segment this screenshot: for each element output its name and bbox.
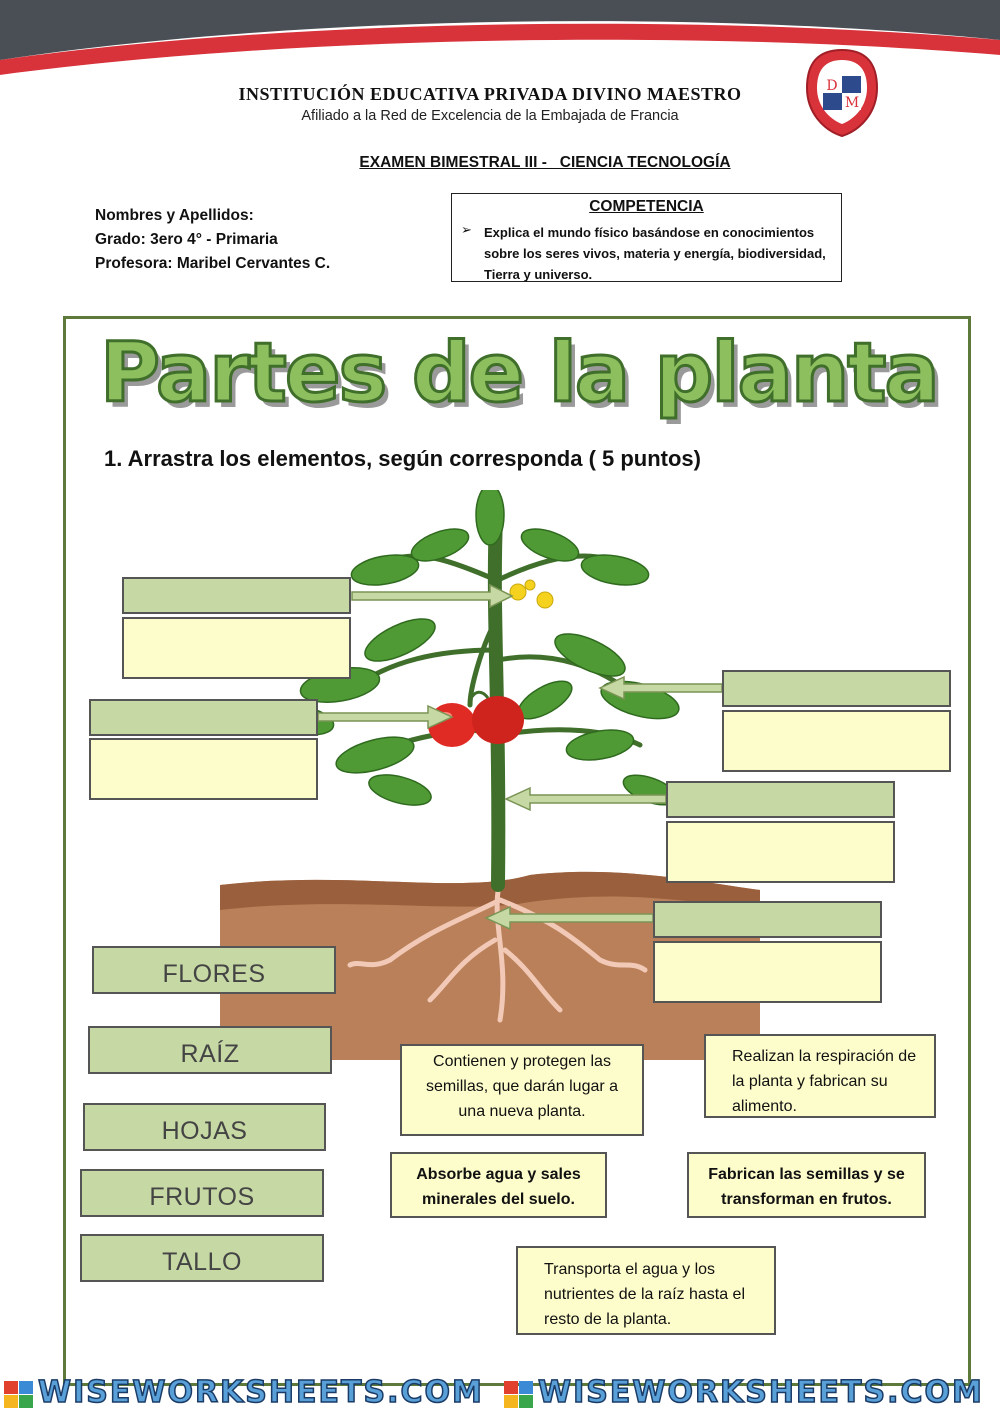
competencia-text: Explica el mundo físico basándose en conocimientos sobre los seres vivos, materia y energía, biodiversidad, Tierra y universo.: [484, 225, 826, 282]
name-label: Nombres y Apellidos:: [95, 207, 254, 224]
svg-text:M: M: [844, 95, 860, 111]
drop-target-hojas-label[interactable]: [722, 670, 951, 707]
competencia-title: COMPETENCIA: [589, 198, 704, 215]
draggable-word-frutos[interactable]: FRUTOS: [80, 1169, 324, 1217]
bullet-arrow-icon: ➢: [461, 222, 472, 237]
drop-target-flores-definition[interactable]: [122, 617, 351, 679]
wiseworksheets-logo-icon: [4, 1381, 34, 1409]
drop-target-raiz-label[interactable]: [653, 901, 882, 938]
drop-target-tallo-definition[interactable]: [666, 821, 895, 883]
draggable-definition-transporta[interactable]: Transporta el agua y los nutrientes de la raíz hasta el resto de la planta.: [516, 1246, 776, 1335]
draggable-word-raiz[interactable]: RAÍZ: [88, 1026, 332, 1074]
worksheet-title: Partes de la planta: [100, 326, 938, 421]
school-logo: [805, 48, 879, 138]
student-info: [95, 204, 330, 276]
drop-target-frutos-definition[interactable]: [89, 738, 318, 800]
drop-target-tallo-label[interactable]: [666, 781, 895, 818]
grade-label: Grado: 3ero 4° - Primaria: [95, 231, 278, 248]
draggable-definition-semillas[interactable]: Contienen y protegen las semillas, que darán lugar a una nueva planta.: [400, 1044, 644, 1136]
draggable-definition-absorbe[interactable]: Absorbe agua y sales minerales del suelo.: [390, 1152, 607, 1218]
institution-name: INSTITUCIÓN EDUCATIVA PRIVADA DIVINO MAESTRO: [238, 84, 742, 104]
draggable-word-tallo[interactable]: TALLO: [80, 1234, 324, 1282]
exam-title: EXAMEN BIMESTRAL III - CIENCIA TECNOLOGÍA: [359, 154, 731, 171]
drop-target-raiz-definition[interactable]: [653, 941, 882, 1003]
teacher-label: Profesora: Maribel Cervantes C.: [95, 255, 331, 272]
draggable-word-flores[interactable]: FLORES: [92, 946, 336, 994]
competencia-box: [451, 193, 842, 282]
drop-target-flores-label[interactable]: [122, 577, 351, 614]
draggable-word-hojas[interactable]: HOJAS: [83, 1103, 326, 1151]
draggable-definition-respiracion[interactable]: Realizan la respiración de la planta y fabrican su alimento.: [704, 1034, 936, 1118]
footer-brand-1: WISEWORKSHEETS.COM: [38, 1375, 484, 1410]
footer-watermark: [0, 1375, 1000, 1413]
question-text: 1. Arrastra los elementos, según corresponda ( 5 puntos): [104, 446, 701, 471]
institution-affiliation: Afiliado a la Red de Excelencia de la Embajada de Francia: [301, 108, 679, 124]
drop-target-frutos-label[interactable]: [89, 699, 318, 736]
svg-text:D: D: [826, 78, 838, 94]
draggable-definition-fabrican[interactable]: Fabrican las semillas y se transforman en frutos.: [687, 1152, 926, 1218]
drop-target-hojas-definition[interactable]: [722, 710, 951, 772]
wiseworksheets-logo-icon: [504, 1381, 534, 1409]
footer-brand-2: WISEWORKSHEETS.COM: [538, 1375, 984, 1410]
